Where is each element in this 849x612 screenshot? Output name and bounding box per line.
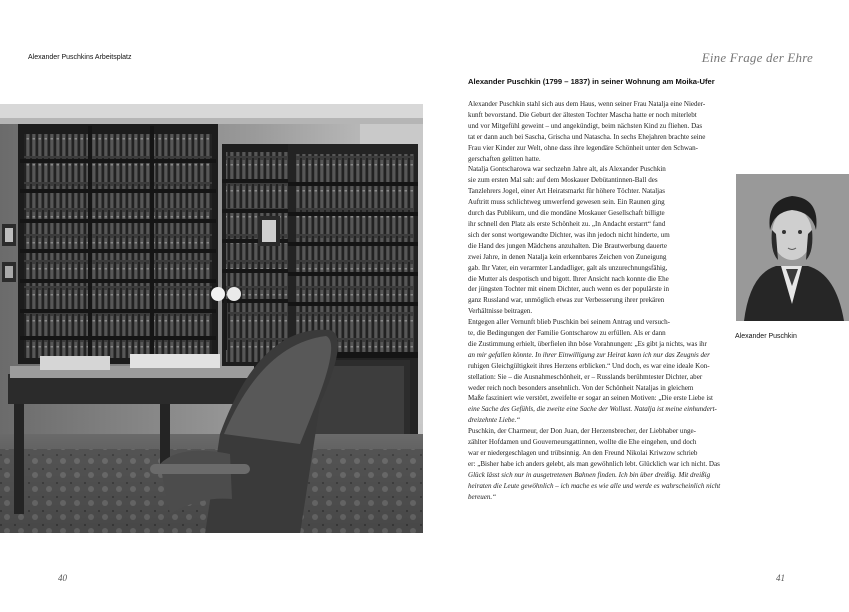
body-line: Verhältnisse beitragen. <box>468 307 533 316</box>
body-line: kunft bevorstand. Die Geburt der ältesten Tochter Mascha hatte er noch miterlebt <box>468 110 697 119</box>
body-line: eine Sache des Gefühls, die zweite eine Sache der Wollust. Natalja ist meine einhundert- <box>468 405 717 414</box>
body-line: te, die Bedingungen der Familie Gontscharow zu erfüllen. Als er dann <box>468 329 666 338</box>
body-line: durch das Publikum, und die mondäne Moskauer Gesellschaft billigte <box>468 209 665 218</box>
body-line: die Hand des jungen Mädchens anzuhalten. Die Brautwerbung dauerte <box>468 241 668 250</box>
body-line: sich der sonst wortgewandte Dichter, was ihn jedoch nicht hinderte, um <box>468 230 670 239</box>
body-line: Maße fasziniert wie verstört, zweifelte er sogar an seinen Motiven: „Die erste Liebe ist <box>468 394 713 403</box>
body-line: Glück lässt sich nur in ausgetretenen Bahnen finden. Ich bin über dreißig. Mit dreißig <box>468 470 711 479</box>
library-photo <box>0 104 423 533</box>
body-line: Natalja Gontscharowa war sechzehn Jahre alt, als Alexander Puschkin <box>468 165 666 174</box>
body-line: Frau vier Kinder zur Welt, ohne dass ihre legendäre Schönheit unter den Schwan- <box>468 143 699 152</box>
body-line: Auftritt muss schlichtweg umwerfend gewesen sein. Ein Raunen ging <box>468 198 665 207</box>
body-line: der jüngsten Tochter mit einem Dichter, auch wenn es der populärste in <box>468 285 670 294</box>
page-number-right: 41 <box>776 573 785 583</box>
body-line: heiraten die Leute gewöhnlich – ich mache es wie alle und werde es wahrscheinlich nicht <box>468 481 721 490</box>
body-line: bereuen.“ <box>468 492 497 501</box>
body-line: Tanzlehrers Jogel, einer Art Heiratsmarkt für höhere Töchter. Nataljas <box>468 187 666 196</box>
body-line: ruhigen Gleichgültigkeit ihres Herzens erblicken.“ Und doch, es war eine ideale Kon- <box>468 361 710 370</box>
body-line: weder reich noch besonders ansehnlich. Von der Schönheit Nataljas in gleichem <box>468 383 694 392</box>
portrait-photo <box>736 174 849 321</box>
body-line: zählter Hofdamen und Gouverneursgattinnen, wollte die Ehe eingehen, und doch <box>468 438 697 447</box>
body-line: gerschaften gelitten hatte. <box>468 154 541 163</box>
body-line: ihr schnell den Platz als erste Schönheit zu. „In Andacht erstarrt“ fand <box>468 219 666 228</box>
body-line: stellation: Sie – die Ausnahmeschönheit, er – Russlands berühmtester Dichter, aber <box>468 372 703 381</box>
body-line: tat er dann auch bei Sascha, Grischa und Natascha. In sechs Ehejahren brachte seine <box>468 132 706 141</box>
body-line: Puschkin, der Charmeur, der Don Juan, der Herzensbrecher, der Liebhaber unge- <box>468 427 696 436</box>
body-line: an mir gefallen könnte. In ihrer Einwilligung zur Heirat kann ich nur das Zeugnis der <box>468 350 710 359</box>
body-line: die Mutter als despotisch und bigott. Ihrer Ansicht nach konnte die Ehe <box>468 274 669 283</box>
photo-caption-workplace: Alexander Puschkins Arbeitsplatz <box>28 54 132 61</box>
body-line: gab. Ihr Vater, ein verarmter Landadliger, galt als unzurechnungsfähig, <box>468 263 668 272</box>
page-number-left: 40 <box>58 573 67 583</box>
article-title: Alexander Puschkin (1799 – 1837) in seiner Wohnung am Moika-Ufer <box>468 77 715 86</box>
body-line: Alexander Puschkin stahl sich aus dem Haus, wenn seiner Frau Natalja eine Nieder- <box>468 100 706 108</box>
body-line: er: „Bisher habe ich anders gelebt, als man gewöhnlich lebt. Glücklich war ich nicht. Das <box>468 459 720 468</box>
body-line: zwei Jahre, in denen Natalja kein erkennbares Zeichen von Zuneigung <box>468 252 667 261</box>
body-line: ganz Russland war, unmöglich etwas zur Verbesserung ihrer prekären <box>468 296 665 305</box>
portrait-caption: Alexander Puschkin <box>735 333 797 340</box>
body-line: Entgegen aller Vernunft blieb Puschkin bei seinem Antrag und versuch- <box>468 318 671 327</box>
body-line: die Zustimmung erhielt, überfielen ihn böse Vorahnungen: „Es gibt ja nichts, was ihr <box>468 339 707 348</box>
article-body <box>468 99 766 503</box>
body-line: war er niedergeschlagen und trübsinnig. An den Freund Nikolai Kriwzow schrieb <box>468 449 698 457</box>
running-header-title: Eine Frage der Ehre <box>701 50 813 65</box>
body-line: dreizehnte Liebe.“ <box>468 416 521 425</box>
body-line: und vor Mitgefühl geweint – und angekündigt, beim nächsten Kind zu fliehen. Das <box>468 121 703 130</box>
body-line: sie zum ersten Mal sah: auf dem Moskauer Debütantinnen-Ball des <box>468 176 658 185</box>
